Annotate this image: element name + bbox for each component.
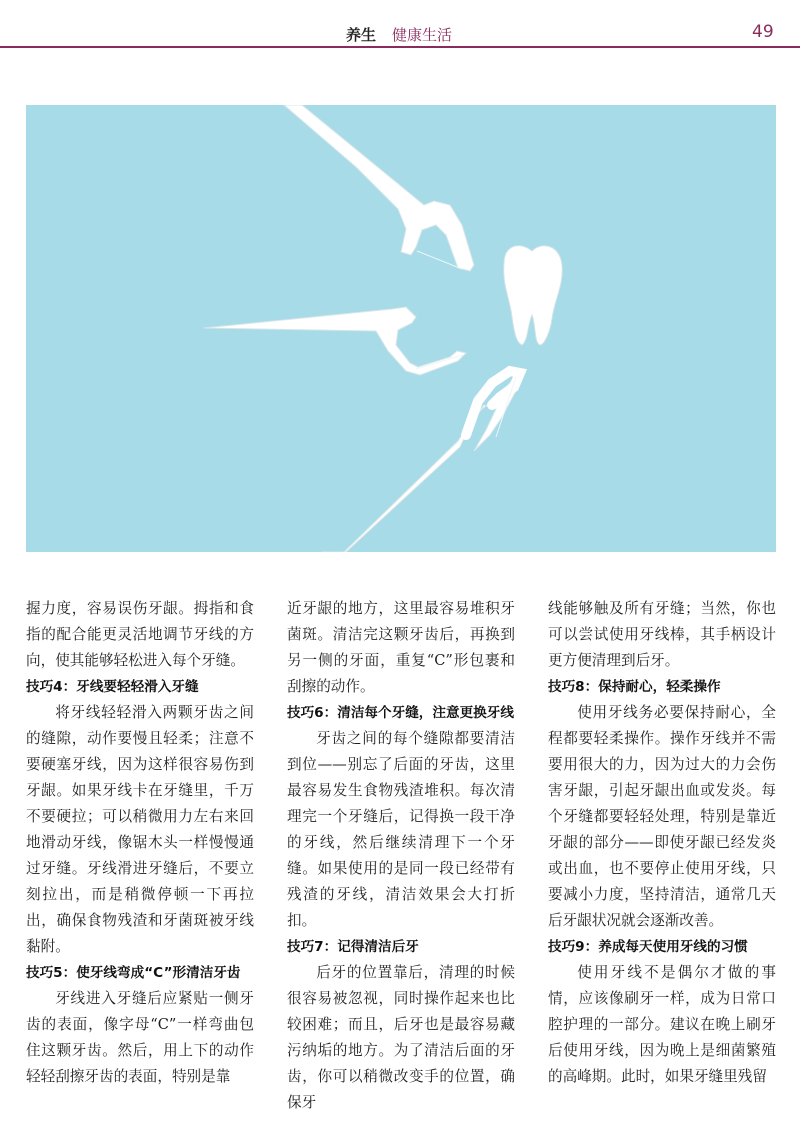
paragraph: 近牙龈的地方，这里最容易堆积牙菌斑。清洁完这颗牙齿后，再换到另一侧的牙面，重复“C”形包裹和刮擦的动作。 (287, 600, 515, 695)
tip-5-heading: 技巧5：使牙线弯成“C”形清洁牙齿 (26, 965, 241, 981)
floss-photo (26, 105, 776, 552)
paragraph: 握力度，容易误伤牙龈。拇指和食指的配合能更灵活地调节牙线的方向，使其能够轻松进入每个牙缝。 (26, 600, 254, 669)
paragraph: 将牙线轻轻滑入两颗牙齿之间的缝隙，动作要慢且轻柔；注意不要硬塞牙线，因为这样很容易伤到牙龈。如果牙线卡在牙缝里，千万不要硬拉；可以稍微用力左右来回地滑动牙线，像锯木头一样慢慢通过牙缝。牙线滑进牙缝后，不要立刻拉出，而是稍微停顿一下再拉出，确保食物残渣和牙菌斑被牙线黏附。 (26, 704, 254, 955)
tip-9-heading: 技巧9：养成每天使用牙线的习惯 (548, 939, 748, 955)
subsection-title: 健康生活 (392, 26, 453, 44)
header-divider (0, 46, 800, 48)
text-column-3 (548, 596, 776, 1090)
tip-7-heading: 技巧7：记得清洁后牙 (287, 939, 419, 955)
text-column-2 (287, 596, 515, 1116)
paragraph: 线能够触及所有牙缝；当然，你也可以尝试使用牙线棒，其手柄设计更方便清理到后牙。 (548, 600, 776, 669)
floss-pick-3 (322, 371, 520, 552)
tip-6-heading: 技巧6：清洁每个牙缝，注意更换牙线 (287, 705, 514, 721)
floss-pick-2 (204, 307, 466, 375)
paragraph: 使用牙线务必要保持耐心，全程都要轻柔操作。操作牙线并不需要用很大的力，因为过大的力会伤害牙龈，引起牙龈出血或发炎。每个牙缝都要轻轻处理，特别是靠近牙龈的部分——即使牙龈已经发炎或出血，也不要停止使用牙线，只要减小力度，坚持清洁，通常几天后牙龈状况就会逐渐改善。 (548, 704, 776, 929)
floss-illustration (26, 105, 776, 552)
paragraph: 后牙的位置靠后，清理的时候很容易被忽视，同时操作起来也比较困难；而且，后牙也是最容易藏污纳垢的地方。为了清洁后面的牙齿，你可以稍微改变手的位置，确保牙 (287, 964, 515, 1111)
page-number: 49 (752, 22, 774, 42)
section-title: 养生 (346, 26, 377, 44)
paragraph: 牙线进入牙缝后应紧贴一侧牙齿的表面，像字母“C”一样弯曲包住这颗牙齿。然后，用上下的动作轻轻刮擦牙齿的表面，特别是靠 (26, 990, 254, 1085)
text-column-1 (26, 596, 254, 1090)
tooth (504, 246, 563, 345)
paragraph: 使用牙线不是偶尔才做的事情，应该像刷牙一样，成为日常口腔护理的一部分。建议在晚上刷牙后使用牙线，因为晚上是细菌繁殖的高峰期。此时，如果牙缝里残留 (548, 964, 776, 1085)
tip-4-heading: 技巧4：牙线要轻轻滑入牙缝 (26, 679, 199, 695)
tip-8-heading: 技巧8：保持耐心，轻柔操作 (548, 679, 721, 695)
paragraph: 牙齿之间的每个缝隙都要清洁到位——别忘了后面的牙齿，这里最容易发生食物残渣堆积。每次清理完一个牙缝后，记得换一段干净的牙线，然后继续清理下一个牙缝。如果使用的是同一段已经带有残渣的牙线，清洁效果会大打折扣。 (287, 730, 515, 929)
page-header (0, 0, 800, 52)
floss-pick-1 (284, 105, 474, 271)
